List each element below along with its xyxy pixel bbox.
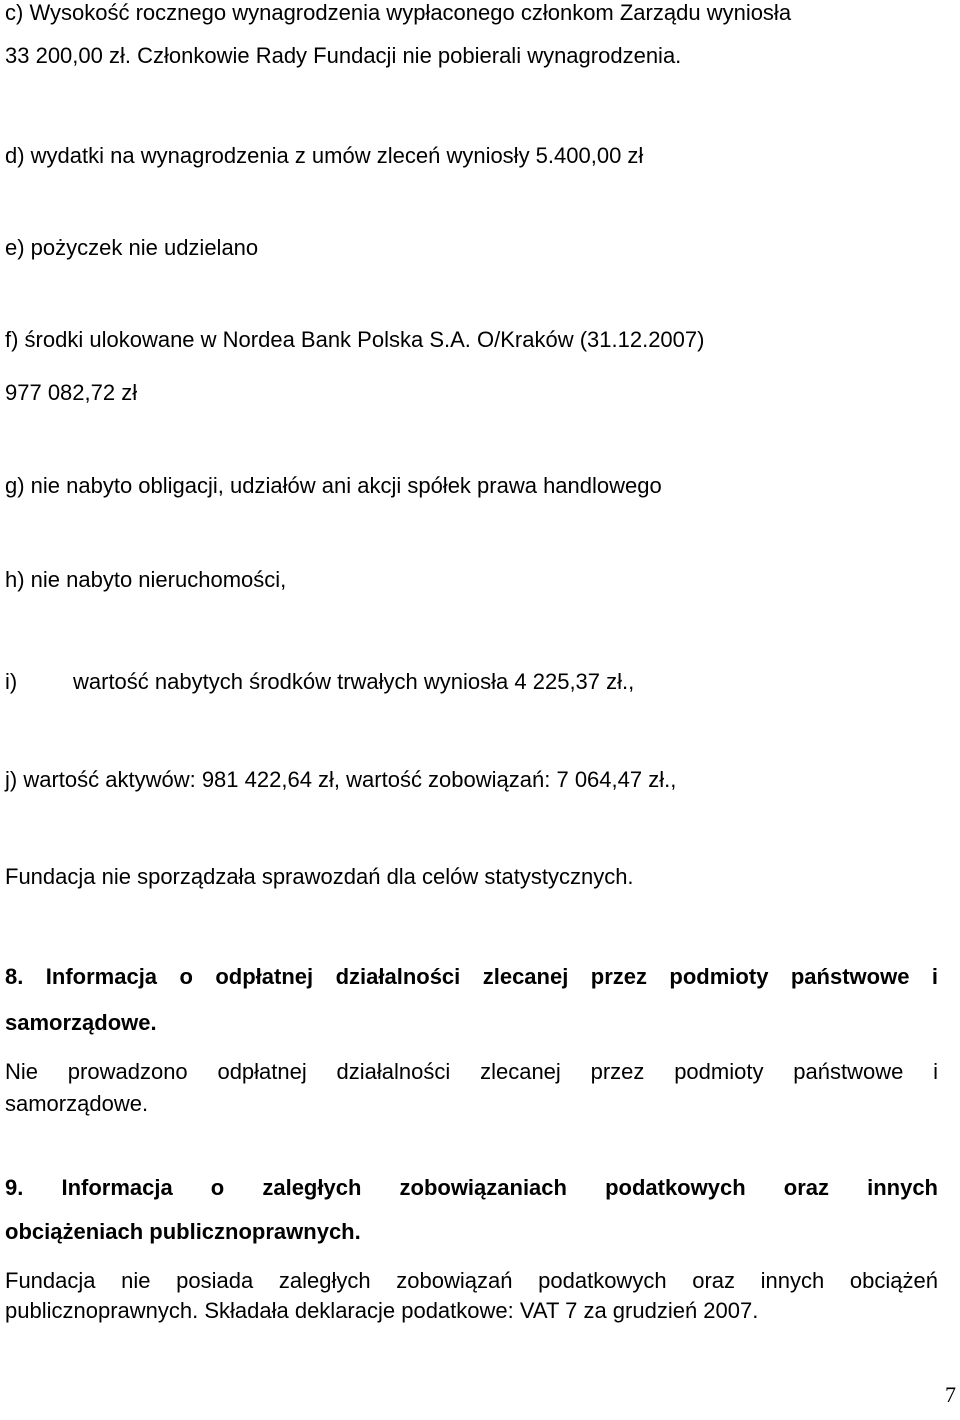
page-number: 7 bbox=[945, 1382, 956, 1407]
section-9-heading-line-2: obciążeniach publicznoprawnych. bbox=[5, 1219, 361, 1244]
section-9-body-line-2: publicznoprawnych. Składała deklaracje podatkowe: VAT 7 za grudzień 2007. bbox=[5, 1298, 759, 1323]
paragraph-d: d) wydatki na wynagrodzenia z umów zleceń wyniosły 5.400,00 zł bbox=[5, 143, 644, 168]
section-9-body-line-1: Fundacja nie posiada zaległych zobowiązań podatkowych oraz innych obciążeń bbox=[5, 1268, 938, 1293]
paragraph-c-line-1: c) Wysokość rocznego wynagrodzenia wypłaconego członkom Zarządu wyniosła bbox=[5, 0, 792, 25]
section-8-heading-line-1: 8. Informacja o odpłatnej działalności zlecanej przez podmioty państwowe i bbox=[5, 964, 938, 989]
section-8-body-line-2: samorządowe. bbox=[5, 1091, 149, 1116]
paragraph-e: e) pożyczek nie udzielano bbox=[5, 235, 259, 260]
paragraph-c-line-2: 33 200,00 zł. Członkowie Rady Fundacji nie pobierali wynagrodzenia. bbox=[5, 43, 682, 68]
paragraph-j: j) wartość aktywów: 981 422,64 zł, wartość zobowiązań: 7 064,47 zł., bbox=[5, 767, 677, 792]
paragraph-h: h) nie nabyto nieruchomości, bbox=[5, 567, 287, 592]
paragraph-i-marker: i) bbox=[5, 669, 18, 694]
paragraph-i bbox=[5, 669, 938, 695]
statistics-paragraph: Fundacja nie sporządzała sprawozdań dla celów statystycznych. bbox=[5, 864, 634, 889]
section-8-heading-line-2: samorządowe. bbox=[5, 1010, 157, 1035]
paragraph-f-line-1: f) środki ulokowane w Nordea Bank Polska S.A. O/Kraków (31.12.2007) bbox=[5, 327, 705, 352]
section-9-heading-line-1: 9. Informacja o zaległych zobowiązaniach podatkowych oraz innych bbox=[5, 1175, 938, 1200]
paragraph-g: g) nie nabyto obligacji, udziałów ani akcji spółek prawa handlowego bbox=[5, 473, 662, 498]
paragraph-i-text: wartość nabytych środków trwałych wyniosła 4 225,37 zł., bbox=[73, 669, 635, 694]
section-8-body-line-1: Nie prowadzono odpłatnej działalności zlecanej przez podmioty państwowe i bbox=[5, 1059, 938, 1084]
paragraph-f-line-2: 977 082,72 zł bbox=[5, 380, 138, 405]
